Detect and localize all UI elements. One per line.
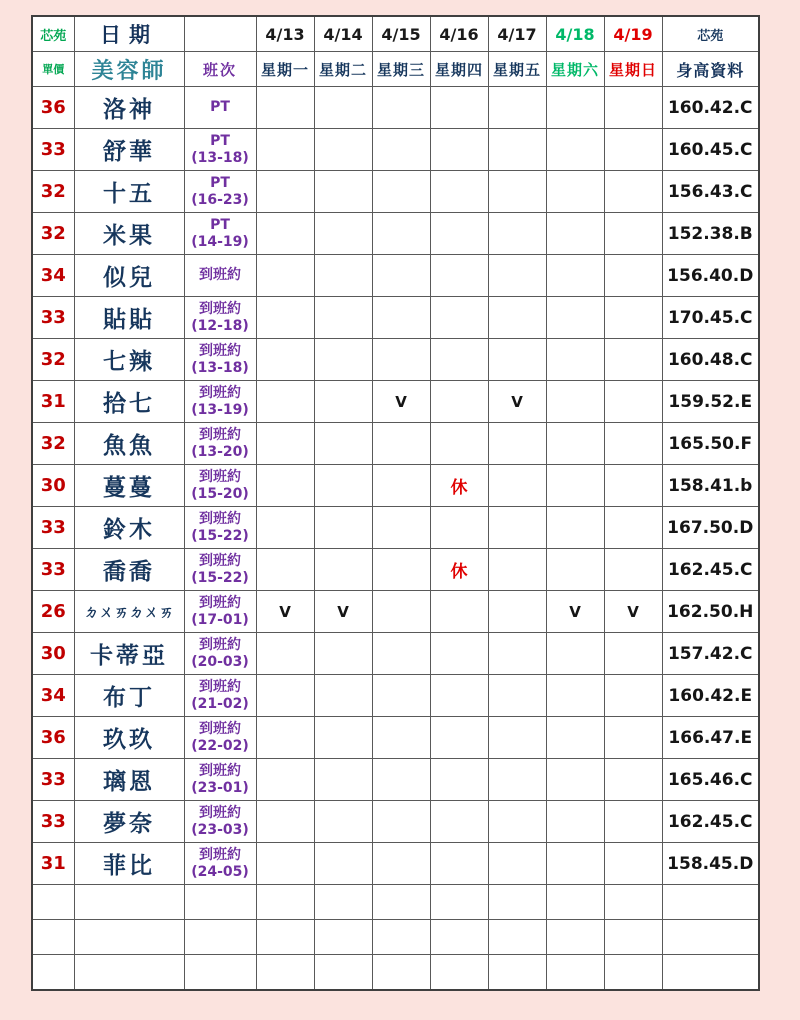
price-cell: 33: [32, 507, 74, 549]
schedule-cell: [430, 213, 488, 255]
artist-header-label: 美容師: [74, 52, 184, 87]
schedule-cell: [256, 717, 314, 759]
schedule-cell: [314, 213, 372, 255]
schedule-cell: [430, 675, 488, 717]
schedule-cell: [546, 87, 604, 129]
date-header-row: [32, 16, 759, 52]
schedule-cell: [488, 129, 546, 171]
schedule-cell: [488, 423, 546, 465]
schedule-cell: [256, 129, 314, 171]
schedule-cell: [546, 255, 604, 297]
schedule-cell: [314, 801, 372, 843]
schedule-cell: [314, 129, 372, 171]
empty-cell: [372, 885, 430, 920]
empty-cell: [32, 955, 74, 991]
schedule-cell: [430, 129, 488, 171]
artist-name-cell: 拾七: [74, 381, 184, 423]
schedule-cell: [488, 801, 546, 843]
schedule-cell: [256, 339, 314, 381]
schedule-cell: [372, 465, 430, 507]
table-row: [32, 423, 759, 465]
table-row: [32, 213, 759, 255]
table-row: [32, 381, 759, 423]
schedule-cell: [372, 129, 430, 171]
schedule-cell: [604, 87, 662, 129]
empty-cell: [184, 955, 256, 991]
artist-name-cell: 夢奈: [74, 801, 184, 843]
schedule-cell: [604, 759, 662, 801]
schedule-cell: [488, 591, 546, 633]
schedule-mark-cell: V: [256, 591, 314, 633]
artist-name-cell: 菲比: [74, 843, 184, 885]
schedule-cell: [546, 843, 604, 885]
schedule-cell: [314, 171, 372, 213]
artist-name-cell: 十五: [74, 171, 184, 213]
empty-cell: [662, 955, 759, 991]
schedule-cell: [372, 255, 430, 297]
schedule-cell: [488, 675, 546, 717]
artist-name-cell: 布丁: [74, 675, 184, 717]
schedule-cell: [314, 381, 372, 423]
info-cell: 152.38.B: [662, 213, 759, 255]
schedule-cell: [256, 213, 314, 255]
artist-name-cell: 貼貼: [74, 297, 184, 339]
table-row: [32, 129, 759, 171]
schedule-cell: [256, 675, 314, 717]
empty-cell: [32, 920, 74, 955]
schedule-mark-cell: 休: [430, 549, 488, 591]
table-row: [32, 759, 759, 801]
table-row: [32, 255, 759, 297]
schedule-mark-cell: V: [314, 591, 372, 633]
info-cell: 162.45.C: [662, 549, 759, 591]
schedule-cell: [314, 759, 372, 801]
schedule-cell: [604, 465, 662, 507]
schedule-cell: [604, 423, 662, 465]
price-cell: 33: [32, 129, 74, 171]
info-cell: 160.42.C: [662, 87, 759, 129]
schedule-cell: [314, 297, 372, 339]
schedule-cell: [256, 801, 314, 843]
schedule-mark-cell: V: [488, 381, 546, 423]
empty-cell: [546, 885, 604, 920]
table-row: [32, 717, 759, 759]
empty-row: [32, 885, 759, 920]
table-row: [32, 297, 759, 339]
price-cell: 33: [32, 801, 74, 843]
schedule-cell: [604, 549, 662, 591]
schedule-cell: [546, 297, 604, 339]
table-row: [32, 339, 759, 381]
empty-cell: [488, 920, 546, 955]
info-cell: 170.45.C: [662, 297, 759, 339]
schedule-cell: [430, 297, 488, 339]
schedule-cell: [604, 507, 662, 549]
shift-cell: 到班約 (21-02): [184, 675, 256, 717]
price-cell: 26: [32, 591, 74, 633]
schedule-cell: [546, 381, 604, 423]
schedule-cell: [604, 801, 662, 843]
shift-cell: 到班約 (23-03): [184, 801, 256, 843]
schedule-cell: [314, 717, 372, 759]
weekday-cell-2: 星期二: [314, 52, 372, 87]
artist-name-cell: 璃恩: [74, 759, 184, 801]
empty-cell: [430, 955, 488, 991]
shift-cell: 到班約 (17-01): [184, 591, 256, 633]
date-cell-4-15: 4/15: [372, 16, 430, 52]
schedule-cell: [256, 759, 314, 801]
schedule-cell: [430, 339, 488, 381]
schedule-cell: [546, 507, 604, 549]
shift-cell: 到班約 (15-22): [184, 507, 256, 549]
schedule-cell: [546, 801, 604, 843]
empty-cell: [256, 885, 314, 920]
schedule-cell: [314, 465, 372, 507]
empty-cell: [488, 885, 546, 920]
schedule-cell: [256, 171, 314, 213]
price-cell: 32: [32, 213, 74, 255]
schedule-cell: [430, 171, 488, 213]
price-cell: 32: [32, 171, 74, 213]
artist-name-cell: ㄉㄨㄞㄉㄨㄞ: [74, 591, 184, 633]
empty-cell: [74, 955, 184, 991]
shift-cell: 到班約 (15-22): [184, 549, 256, 591]
schedule-cell: [430, 255, 488, 297]
schedule-cell: [604, 633, 662, 675]
price-cell: 33: [32, 759, 74, 801]
empty-cell: [662, 885, 759, 920]
table-row: [32, 87, 759, 129]
schedule-cell: [372, 213, 430, 255]
artist-name-cell: 喬喬: [74, 549, 184, 591]
corner-top-left: 芯苑: [32, 16, 74, 52]
info-cell: 165.46.C: [662, 759, 759, 801]
schedule-cell: [256, 843, 314, 885]
date-cell-4-17: 4/17: [488, 16, 546, 52]
schedule-mark-cell: V: [546, 591, 604, 633]
schedule-cell: [314, 549, 372, 591]
shift-cell: 到班約 (13-18): [184, 339, 256, 381]
table-row: [32, 843, 759, 885]
shift-cell: 到班約: [184, 255, 256, 297]
shift-cell: 到班約 (20-03): [184, 633, 256, 675]
schedule-cell: [430, 717, 488, 759]
empty-cell: [546, 920, 604, 955]
empty-cell: [32, 885, 74, 920]
schedule-cell: [256, 87, 314, 129]
schedule-cell: [430, 633, 488, 675]
price-cell: 33: [32, 297, 74, 339]
schedule-cell: [314, 507, 372, 549]
schedule-mark-cell: 休: [430, 465, 488, 507]
shift-cell: 到班約 (23-01): [184, 759, 256, 801]
schedule-cell: [372, 633, 430, 675]
schedule-cell: [488, 759, 546, 801]
weekday-cell-7: 星期日: [604, 52, 662, 87]
schedule-cell: [604, 129, 662, 171]
price-cell: 32: [32, 339, 74, 381]
schedule-cell: [488, 339, 546, 381]
price-cell: 31: [32, 381, 74, 423]
price-cell: 36: [32, 87, 74, 129]
info-cell: 158.41.b: [662, 465, 759, 507]
table-row: [32, 171, 759, 213]
shift-cell: 到班約 (13-20): [184, 423, 256, 465]
date-cell-4-14: 4/14: [314, 16, 372, 52]
schedule-cell: [488, 717, 546, 759]
price-header-label: 單價: [32, 52, 74, 87]
schedule-cell: [256, 255, 314, 297]
schedule-cell: [604, 675, 662, 717]
date-header-label: 日期: [74, 16, 184, 52]
schedule-cell: [372, 675, 430, 717]
schedule-cell: [488, 633, 546, 675]
shift-cell: PT (13-18): [184, 129, 256, 171]
schedule-cell: [488, 297, 546, 339]
shift-cell: 到班約 (12-18): [184, 297, 256, 339]
shift-cell: PT (14-19): [184, 213, 256, 255]
table-row: [32, 633, 759, 675]
price-cell: 36: [32, 717, 74, 759]
schedule-cell: [256, 507, 314, 549]
info-cell: 167.50.D: [662, 507, 759, 549]
schedule-cell: [372, 801, 430, 843]
schedule-cell: [430, 381, 488, 423]
empty-cell: [74, 885, 184, 920]
price-cell: 32: [32, 423, 74, 465]
schedule-cell: [604, 717, 662, 759]
schedule-mark-cell: V: [372, 381, 430, 423]
date-cell-4-13: 4/13: [256, 16, 314, 52]
schedule-cell: [546, 633, 604, 675]
schedule-cell: [604, 843, 662, 885]
schedule-cell: [430, 591, 488, 633]
schedule-cell: [372, 423, 430, 465]
empty-cell: [184, 885, 256, 920]
schedule-cell: [256, 381, 314, 423]
info-cell: 165.50.F: [662, 423, 759, 465]
weekday-cell-5: 星期五: [488, 52, 546, 87]
shift-cell: 到班約 (13-19): [184, 381, 256, 423]
schedule-cell: [546, 129, 604, 171]
schedule-cell: [604, 213, 662, 255]
empty-cell: [314, 920, 372, 955]
shift-cell: 到班約 (15-20): [184, 465, 256, 507]
price-cell: 30: [32, 633, 74, 675]
schedule-cell: [372, 171, 430, 213]
schedule-cell: [256, 423, 314, 465]
price-cell: 30: [32, 465, 74, 507]
schedule-table: [31, 15, 760, 991]
artist-name-cell: 魚魚: [74, 423, 184, 465]
schedule-cell: [546, 171, 604, 213]
empty-cell: [430, 920, 488, 955]
schedule-cell: [372, 507, 430, 549]
empty-cell: [546, 955, 604, 991]
artist-name-cell: 似兒: [74, 255, 184, 297]
schedule-cell: [430, 423, 488, 465]
info-cell: 157.42.C: [662, 633, 759, 675]
info-cell: 156.40.D: [662, 255, 759, 297]
artist-name-cell: 卡蒂亞: [74, 633, 184, 675]
schedule-cell: [372, 339, 430, 381]
empty-row: [32, 955, 759, 991]
schedule-cell: [256, 549, 314, 591]
schedule-cell: [604, 171, 662, 213]
schedule-cell: [488, 171, 546, 213]
empty-cell: [604, 885, 662, 920]
date-cell-4-16: 4/16: [430, 16, 488, 52]
artist-name-cell: 鈴木: [74, 507, 184, 549]
schedule-cell: [488, 843, 546, 885]
info-cell: 160.42.E: [662, 675, 759, 717]
weekday-cell-6: 星期六: [546, 52, 604, 87]
artist-name-cell: 洛神: [74, 87, 184, 129]
schedule-cell: [314, 423, 372, 465]
empty-cell: [488, 955, 546, 991]
schedule-cell: [546, 339, 604, 381]
shift-header-label: 班次: [184, 52, 256, 87]
schedule-cell: [372, 297, 430, 339]
schedule-cell: [546, 423, 604, 465]
empty-row: [32, 920, 759, 955]
price-cell: 34: [32, 255, 74, 297]
shift-cell: 到班約 (24-05): [184, 843, 256, 885]
schedule-cell: [430, 759, 488, 801]
schedule-cell: [430, 87, 488, 129]
table-row: [32, 675, 759, 717]
artist-name-cell: 玖玖: [74, 717, 184, 759]
schedule-cell: [314, 255, 372, 297]
schedule-cell: [604, 339, 662, 381]
empty-cell: [372, 955, 430, 991]
weekday-cell-1: 星期一: [256, 52, 314, 87]
info-header-label: 身高資料: [662, 52, 759, 87]
schedule-cell: [546, 717, 604, 759]
empty-cell: [604, 920, 662, 955]
schedule-cell: [546, 213, 604, 255]
table-row: [32, 549, 759, 591]
schedule-cell: [314, 339, 372, 381]
schedule-cell: [372, 549, 430, 591]
schedule-mark-cell: V: [604, 591, 662, 633]
info-cell: 158.45.D: [662, 843, 759, 885]
table-row: [32, 507, 759, 549]
shift-cell: 到班約 (22-02): [184, 717, 256, 759]
schedule-cell: [488, 549, 546, 591]
schedule-cell: [488, 255, 546, 297]
schedule-cell: [372, 591, 430, 633]
weekday-header-row: [32, 52, 759, 87]
schedule-cell: [430, 801, 488, 843]
schedule-cell: [256, 633, 314, 675]
schedule-cell: [604, 255, 662, 297]
weekday-cell-4: 星期四: [430, 52, 488, 87]
date-cell-4-18: 4/18: [546, 16, 604, 52]
price-cell: 34: [32, 675, 74, 717]
schedule-cell: [372, 717, 430, 759]
schedule-cell: [604, 381, 662, 423]
table-row: [32, 801, 759, 843]
artist-name-cell: 蔓蔓: [74, 465, 184, 507]
info-cell: 159.52.E: [662, 381, 759, 423]
schedule-cell: [314, 675, 372, 717]
schedule-cell: [372, 759, 430, 801]
empty-cell: [604, 955, 662, 991]
schedule-cell: [546, 675, 604, 717]
empty-cell: [372, 920, 430, 955]
empty-cell: [662, 920, 759, 955]
schedule-cell: [488, 87, 546, 129]
info-cell: 162.45.C: [662, 801, 759, 843]
schedule-cell: [430, 843, 488, 885]
info-cell: 162.50.H: [662, 591, 759, 633]
corner-top-right: 芯苑: [662, 16, 759, 52]
schedule-cell: [430, 507, 488, 549]
schedule-cell: [488, 507, 546, 549]
empty-cell: [430, 885, 488, 920]
schedule-cell: [372, 87, 430, 129]
schedule-cell: [372, 843, 430, 885]
empty-cell: [184, 920, 256, 955]
artist-name-cell: 米果: [74, 213, 184, 255]
table-row: [32, 591, 759, 633]
schedule-cell: [256, 297, 314, 339]
shift-cell: PT (16-23): [184, 171, 256, 213]
schedule-cell: [546, 549, 604, 591]
empty-cell: [314, 885, 372, 920]
schedule-cell: [546, 465, 604, 507]
schedule-cell: [314, 87, 372, 129]
artist-name-cell: 舒華: [74, 129, 184, 171]
schedule-cell: [314, 843, 372, 885]
empty-cell: [74, 920, 184, 955]
schedule-cell: [314, 633, 372, 675]
price-cell: 31: [32, 843, 74, 885]
empty-cell: [314, 955, 372, 991]
info-cell: 166.47.E: [662, 717, 759, 759]
schedule-cell: [488, 213, 546, 255]
empty-cell: [256, 955, 314, 991]
info-cell: 156.43.C: [662, 171, 759, 213]
schedule-cell: [488, 465, 546, 507]
price-cell: 33: [32, 549, 74, 591]
schedule-cell: [256, 465, 314, 507]
table-row: [32, 465, 759, 507]
info-cell: 160.45.C: [662, 129, 759, 171]
empty-cell: [256, 920, 314, 955]
date-cell-4-19: 4/19: [604, 16, 662, 52]
info-cell: 160.48.C: [662, 339, 759, 381]
schedule-cell: [546, 759, 604, 801]
artist-name-cell: 七辣: [74, 339, 184, 381]
blank-header-cell: [184, 16, 256, 52]
schedule-cell: [604, 297, 662, 339]
shift-cell: PT: [184, 87, 256, 129]
weekday-cell-3: 星期三: [372, 52, 430, 87]
